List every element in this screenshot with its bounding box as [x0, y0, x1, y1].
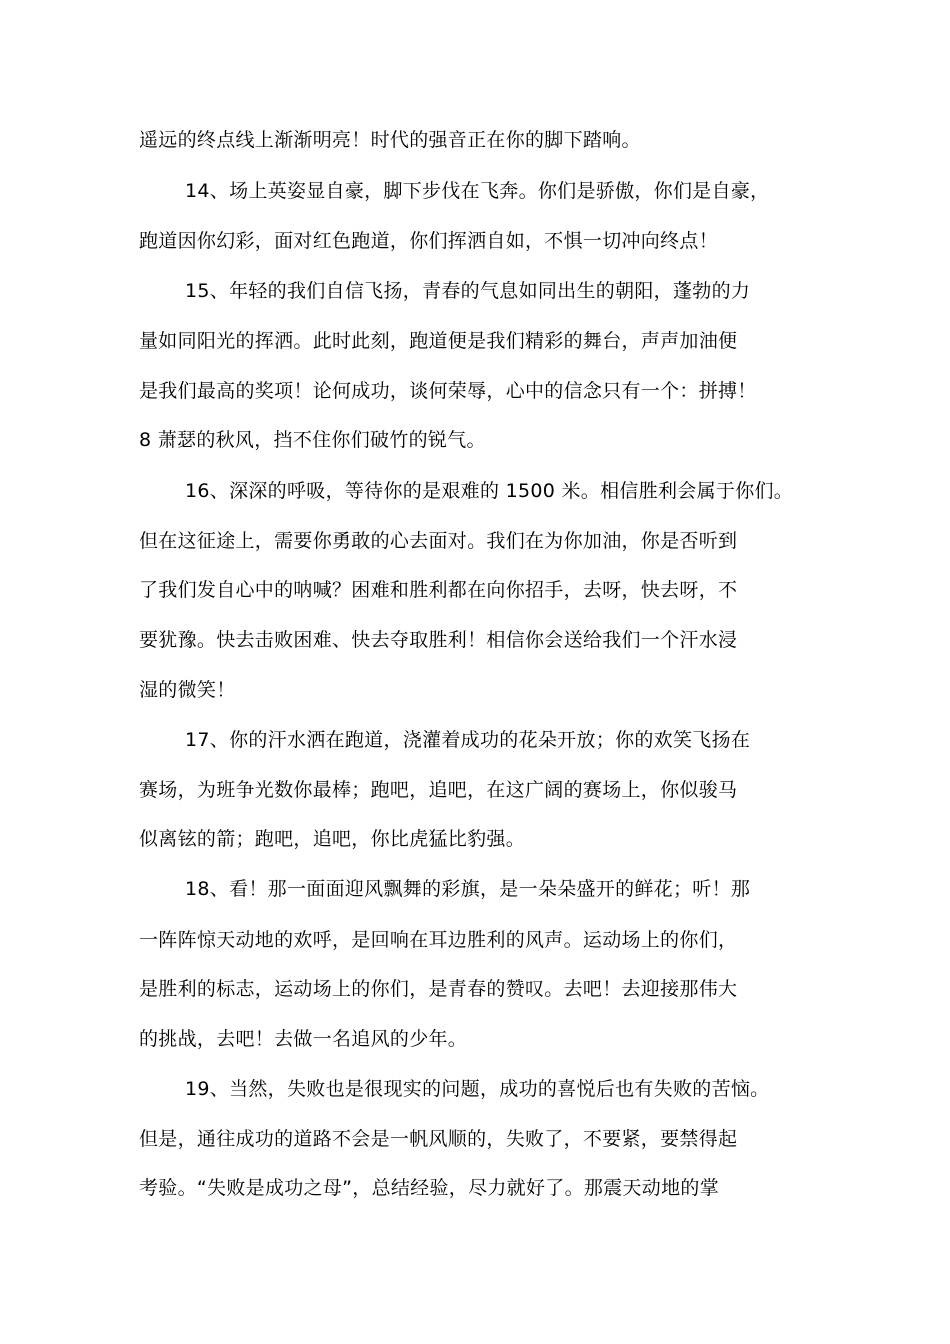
- text-line-1: 遥远的终点线上渐渐明亮！时代的强音正在你的脚下踏响。: [139, 129, 641, 151]
- text-line-14: 赛场，为班争光数你最棒；跑吧，追吧，在这广阔的赛场上，你似骏马: [139, 779, 738, 801]
- text-line-12: 湿的微笑！: [139, 679, 236, 701]
- text-line-18: 是胜利的标志，运动场上的你们，是青春的赞叹。去吧！去迎接那伟大: [139, 978, 738, 1000]
- text-line-5: 量如同阳光的挥洒。此时此刻，跑道便是我们精彩的舞台，声声加油便: [139, 330, 738, 352]
- text-line-4: 15、年轻的我们自信飞扬，青春的气息如同出生的朝阳，蓬勃的力: [185, 280, 751, 302]
- text-line-6: 是我们最高的奖项！论何成功，谈何荣辱，心中的信念只有一个：拼搏！: [139, 380, 757, 402]
- text-line-16: 18、看！那一面面迎风飘舞的彩旗，是一朵朵盛开的鲜花；听！那: [185, 878, 751, 900]
- text-line-17: 一阵阵惊天动地的欢呼，是回响在耳边胜利的风声。运动场上的你们，: [139, 929, 738, 951]
- text-line-2: 14、场上英姿显自豪，脚下步伐在飞奔。你们是骄傲，你们是自豪，: [185, 180, 770, 202]
- text-line-3: 跑道因你幻彩，面对红色跑道，你们挥洒自如，不惧一切冲向终点！: [139, 230, 719, 252]
- text-line-15: 似离铉的箭；跑吧，追吧，你比虎猛比豹强。: [139, 828, 526, 850]
- text-line-7: 8 萧瑟的秋风，挡不住你们破竹的锐气。: [139, 429, 486, 451]
- text-line-8: 16、深深的呼吸，等待你的是艰难的 1500 米。相信胜利会属于你们。: [185, 480, 794, 502]
- text-line-21: 但是，通往成功的道路不会是一帆风顺的，失败了，不要紧，要禁得起: [139, 1128, 738, 1150]
- text-line-9: 但在这征途上，需要你勇敢的心去面对。我们在为你加油，你是否听到: [139, 530, 738, 552]
- text-line-11: 要犹豫。快去击败困难、快去夺取胜利！相信你会送给我们一个汗水浸: [139, 629, 738, 651]
- text-line-20: 19、当然，失败也是很现实的问题，成功的喜悦后也有失败的苦恼。: [185, 1078, 770, 1100]
- text-line-10: 了我们发自心中的呐喊？困难和胜利都在向你招手，去呀，快去呀，不: [139, 579, 738, 601]
- text-line-19: 的挑战，去吧！去做一名追风的少年。: [139, 1028, 468, 1050]
- text-line-13: 17、你的汗水洒在跑道，浇灌着成功的花朵开放；你的欢笑飞扬在: [185, 729, 751, 751]
- text-line-22: 考验。“失败是成功之母”，总结经验，尽力就好了。那震天动地的掌: [139, 1177, 719, 1199]
